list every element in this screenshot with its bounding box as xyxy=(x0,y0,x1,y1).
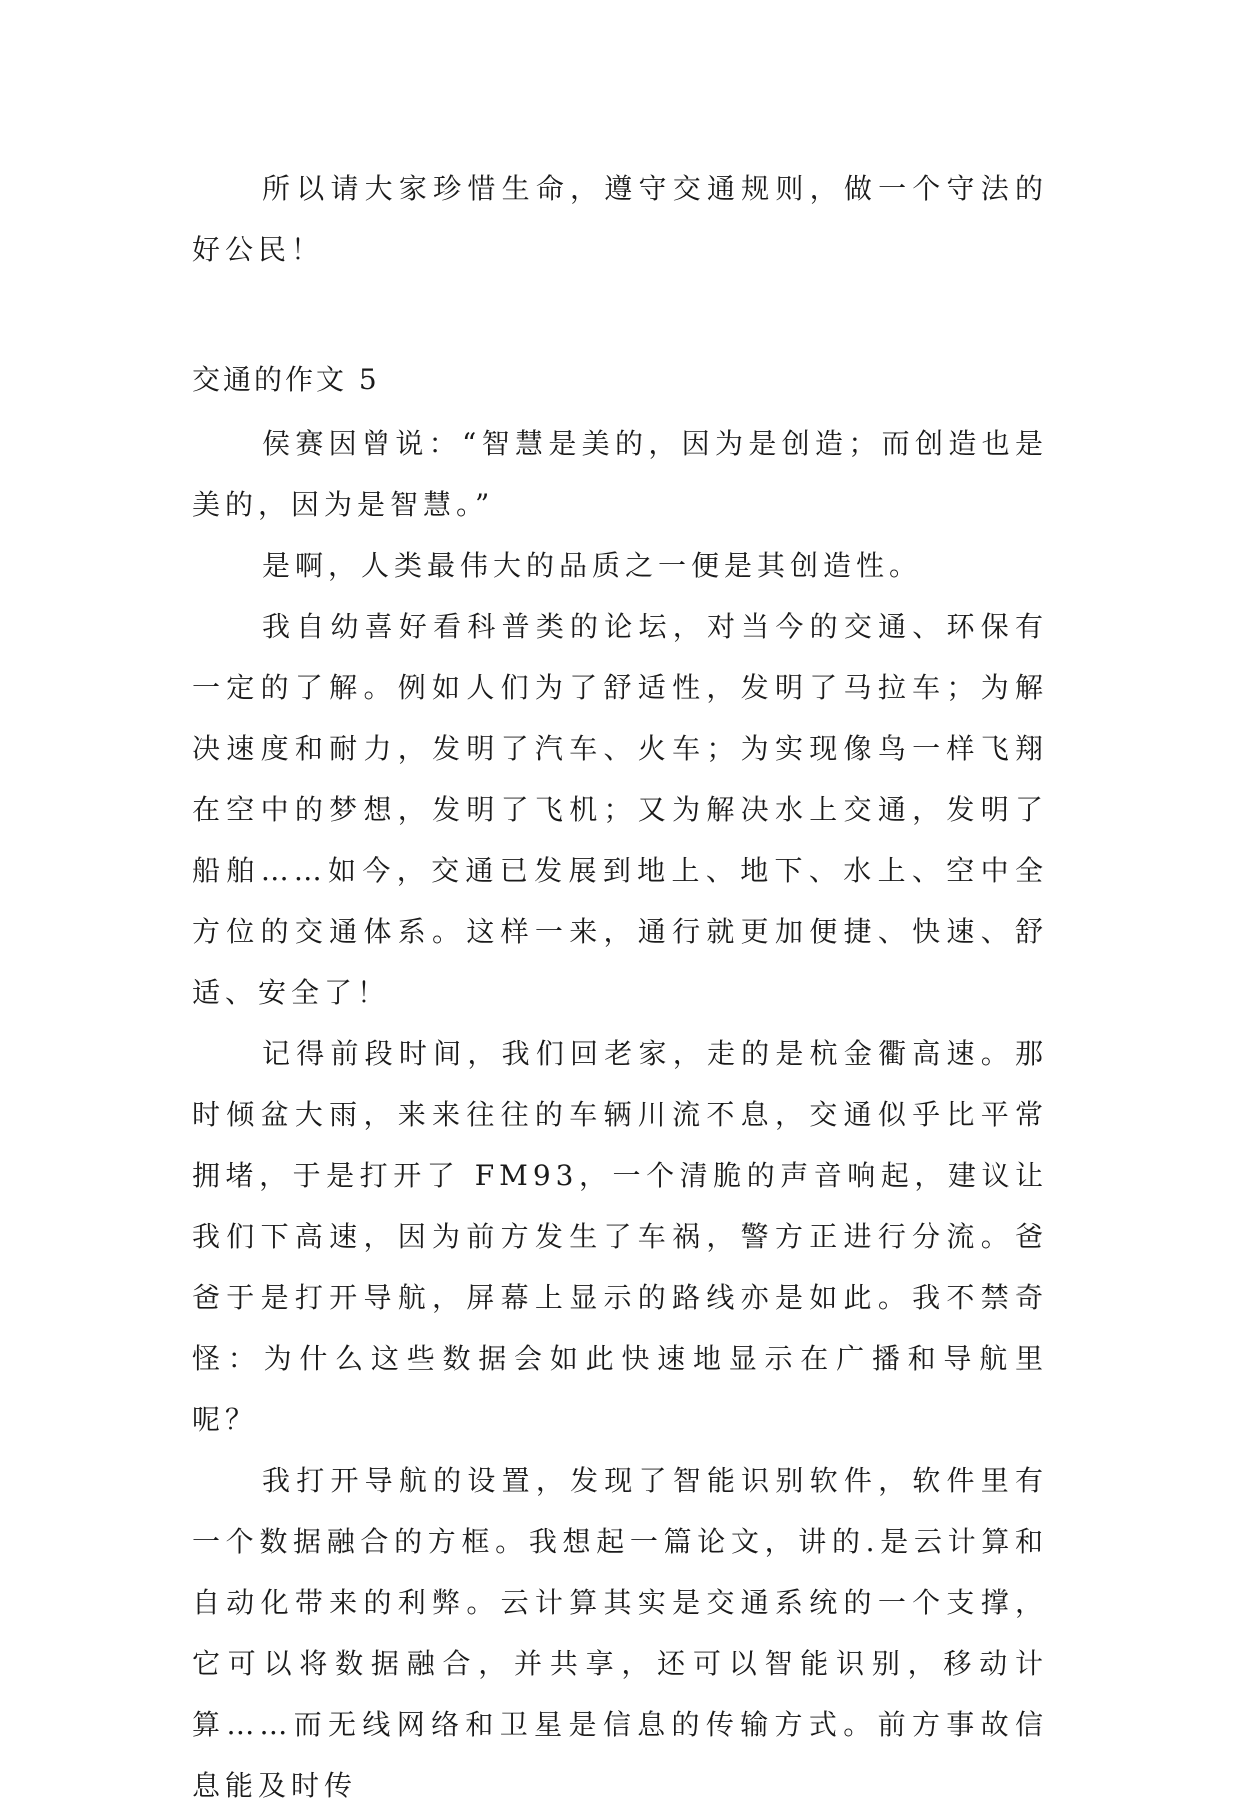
section-spacer xyxy=(192,280,1048,349)
essay-paragraph-5: 我打开导航的设置，发现了智能识别软件，软件里有一个数据融合的方框。我想起一篇论文，讲的.是云计算和自动化带来的利弊。云计算其实是交通系统的一个支撑，它可以将数据融合，并共享，还可以智能识别，移动计算……而无线网络和卫星是信息的传输方式。前方事故信息能及时传 xyxy=(192,1464,1048,1802)
essay-paragraph-1: 侯赛因曾说：“智慧是美的，因为是创造；而创造也是美的，因为是智慧。” xyxy=(192,427,1048,521)
essay-heading: 交通的作文 5 xyxy=(192,363,380,396)
essay-paragraph-4: 记得前段时间，我们回老家，走的是杭金衢高速。那时倾盆大雨，来来往往的车辆川流不息，交通似乎比平常拥堵，于是打开了 FM93，一个清脆的声音响起，建议让我们下高速，因为前方发生了车祸，警方正进行分流。爸爸于是打开导航，屏幕上显示的路线亦是如此。我不禁奇怪：为什么这些数据会如此快速地显示在广播和导航里呢？ xyxy=(192,1037,1048,1436)
essay-paragraph-2: 是啊，人类最伟大的品质之一便是其创造性。 xyxy=(262,549,923,582)
essay-paragraph-3: 我自幼喜好看科普类的论坛，对当今的交通、环保有一定的了解。例如人们为了舒适性，发明了马拉车；为解决速度和耐力，发明了汽车、火车；为实现像鸟一样飞翔在空中的梦想，发明了飞机；又为解决水上交通，发明了船舶……如今，交通已发展到地上、地下、水上、空中全方位的交通体系。这样一来，通行就更加便捷、快速、舒适、安全了！ xyxy=(192,610,1048,1009)
closing-paragraph: 所以请大家珍惜生命，遵守交通规则，做一个守法的好公民！ xyxy=(192,172,1048,266)
document-page xyxy=(192,158,1048,1816)
